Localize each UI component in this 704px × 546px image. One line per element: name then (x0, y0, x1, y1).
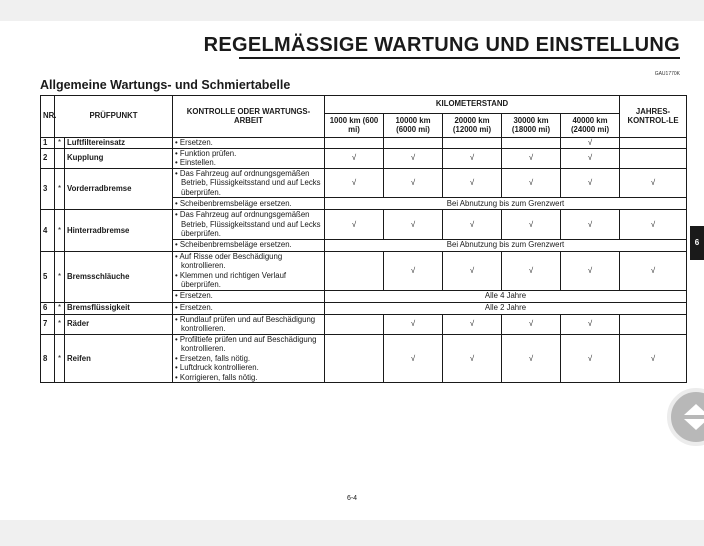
row-item: Vorderradbremse (65, 168, 173, 210)
maintenance-table (40, 95, 687, 383)
empty-cell (325, 251, 384, 290)
row-action (173, 314, 325, 334)
row-action (173, 210, 325, 240)
check-mark: √ (561, 210, 620, 240)
row-number: 2 (41, 148, 55, 168)
check-mark: √ (443, 210, 502, 240)
row-item: Räder (65, 314, 173, 334)
check-mark: √ (443, 251, 502, 290)
table-row (41, 148, 687, 168)
manual-page (0, 21, 704, 520)
row-item: Hinterradbremse (65, 210, 173, 252)
action-item: • Korrigieren, falls nötig. (175, 372, 258, 382)
action-item: • Profiltiefe prüfen und auf Beschädigung kontrollieren. (175, 334, 317, 353)
action-item: • Funktion prüfen. (175, 148, 237, 158)
row-number: 3 (41, 168, 55, 210)
chapter-tab[interactable]: 6 (690, 226, 704, 260)
check-mark: √ (561, 148, 620, 168)
check-mark: √ (443, 148, 502, 168)
annual-check-mark: √ (620, 168, 687, 198)
action-item: • Ersetzen. (175, 291, 213, 301)
nav-arrows-icon (671, 392, 704, 442)
header-km-4: 30000 km (18000 mi) (502, 114, 561, 138)
check-mark: √ (443, 168, 502, 198)
table-row (41, 314, 687, 334)
table-row (41, 334, 687, 383)
empty-cell (620, 138, 687, 149)
action-item: • Rundlauf prüfen und auf Beschädigung kontrollieren. (175, 314, 316, 333)
empty-cell (620, 148, 687, 168)
empty-cell (325, 138, 384, 149)
header-item: PRÜFPUNKT (55, 96, 173, 138)
row-action (173, 239, 325, 251)
reference-code: GAU1770K (654, 71, 680, 77)
title-underline (239, 57, 680, 59)
row-item: Kupplung (65, 148, 173, 168)
check-mark: √ (561, 251, 620, 290)
action-item: • Ersetzen, falls nötig. (175, 353, 251, 363)
row-item: Luftfiltereinsatz (65, 138, 173, 149)
header-annual: JAHRES-KONTROL-LE (620, 96, 687, 138)
row-number: 5 (41, 251, 55, 302)
annual-check-mark: √ (620, 210, 687, 240)
interval-span: Bei Abnutzung bis zum Grenzwert (325, 239, 687, 251)
action-item: • Scheibenbremsbeläge ersetzen. (175, 240, 292, 250)
row-number: 8 (41, 334, 55, 383)
row-star (55, 148, 65, 168)
check-mark: √ (502, 168, 561, 198)
check-mark: √ (384, 168, 443, 198)
interval-span: Alle 4 Jahre (325, 290, 687, 302)
header-km-2: 10000 km (6000 mi) (384, 114, 443, 138)
check-mark: √ (502, 314, 561, 334)
row-star: * (55, 138, 65, 149)
row-action (173, 251, 325, 290)
action-item: • Das Fahrzeug auf ordnungsgemäßen Betrieb, Flüssigkeitsstand und auf Lecks überprüfen. (175, 168, 321, 197)
row-action (173, 334, 325, 383)
row-action (173, 290, 325, 302)
action-item: • Ersetzen. (175, 303, 213, 313)
row-number: 6 (41, 302, 55, 314)
annual-check-mark: √ (620, 251, 687, 290)
check-mark: √ (443, 314, 502, 334)
row-star: * (55, 210, 65, 252)
empty-cell (325, 334, 384, 383)
action-item: • Auf Risse oder Beschädigung kontrollieren. (175, 251, 283, 270)
table-row (41, 210, 687, 240)
check-mark: √ (325, 168, 384, 198)
action-item: • Luftdruck kontrollieren. (175, 363, 259, 372)
check-mark: √ (384, 334, 443, 383)
action-item: • Scheibenbremsbeläge ersetzen. (175, 198, 292, 208)
table-row (41, 168, 687, 198)
action-item: • Ersetzen. (175, 138, 213, 147)
page-number: 6-4 (346, 495, 358, 502)
page-nav-button[interactable] (667, 388, 704, 446)
check-mark: √ (561, 168, 620, 198)
check-mark: √ (502, 210, 561, 240)
header-km-group: KILOMETERSTAND (325, 96, 620, 114)
table-row (41, 138, 687, 149)
table-row (41, 251, 687, 290)
row-item: Reifen (65, 334, 173, 383)
row-action (173, 138, 325, 149)
row-item: Bremsschläuche (65, 251, 173, 302)
check-mark: √ (384, 148, 443, 168)
row-star: * (55, 251, 65, 302)
table-body (41, 138, 687, 383)
row-item: Bremsflüssigkeit (65, 302, 173, 314)
check-mark: √ (384, 210, 443, 240)
check-mark: √ (561, 334, 620, 383)
check-mark: √ (443, 334, 502, 383)
action-item: • Einstellen. (175, 158, 216, 167)
interval-span: Bei Abnutzung bis zum Grenzwert (325, 198, 687, 210)
check-mark: √ (502, 334, 561, 383)
check-mark: √ (561, 314, 620, 334)
check-mark: √ (502, 148, 561, 168)
row-number: 1 (41, 138, 55, 149)
row-star: * (55, 314, 65, 334)
empty-cell (384, 138, 443, 149)
row-star: * (55, 168, 65, 210)
check-mark: √ (384, 251, 443, 290)
check-mark: √ (325, 210, 384, 240)
row-number: 7 (41, 314, 55, 334)
row-action (173, 302, 325, 314)
check-mark: √ (325, 148, 384, 168)
row-action (173, 198, 325, 210)
header-km-5: 40000 km (24000 mi) (561, 114, 620, 138)
table-row (41, 302, 687, 314)
row-star: * (55, 302, 65, 314)
check-mark: √ (561, 138, 620, 149)
header-km-3: 20000 km (12000 mi) (443, 114, 502, 138)
empty-cell (443, 138, 502, 149)
action-item: • Das Fahrzeug auf ordnungsgemäßen Betrieb, Flüssigkeitsstand und auf Lecks überprüfen. (175, 210, 321, 238)
header-km-1: 1000 km (600 mi) (325, 114, 384, 138)
check-mark: √ (502, 251, 561, 290)
row-number: 4 (41, 210, 55, 252)
header-action: KONTROLLE ODER WARTUNGS-ARBEIT (173, 96, 325, 138)
action-item: • Klemmen und richtigen Verlauf überprüfen. (175, 270, 287, 289)
empty-cell (325, 314, 384, 334)
interval-span: Alle 2 Jahre (325, 302, 687, 314)
row-action (173, 168, 325, 198)
empty-cell (502, 138, 561, 149)
section-subtitle: Allgemeine Wartungs- und Schmiertabelle (40, 78, 291, 92)
annual-check-mark: √ (620, 334, 687, 383)
check-mark: √ (384, 314, 443, 334)
row-action (173, 148, 325, 168)
empty-cell (620, 314, 687, 334)
page-title: REGELMÄSSIGE WARTUNG UND EINSTELLUNG (203, 34, 680, 56)
row-star: * (55, 334, 65, 383)
header-nr: NR. (41, 96, 55, 138)
